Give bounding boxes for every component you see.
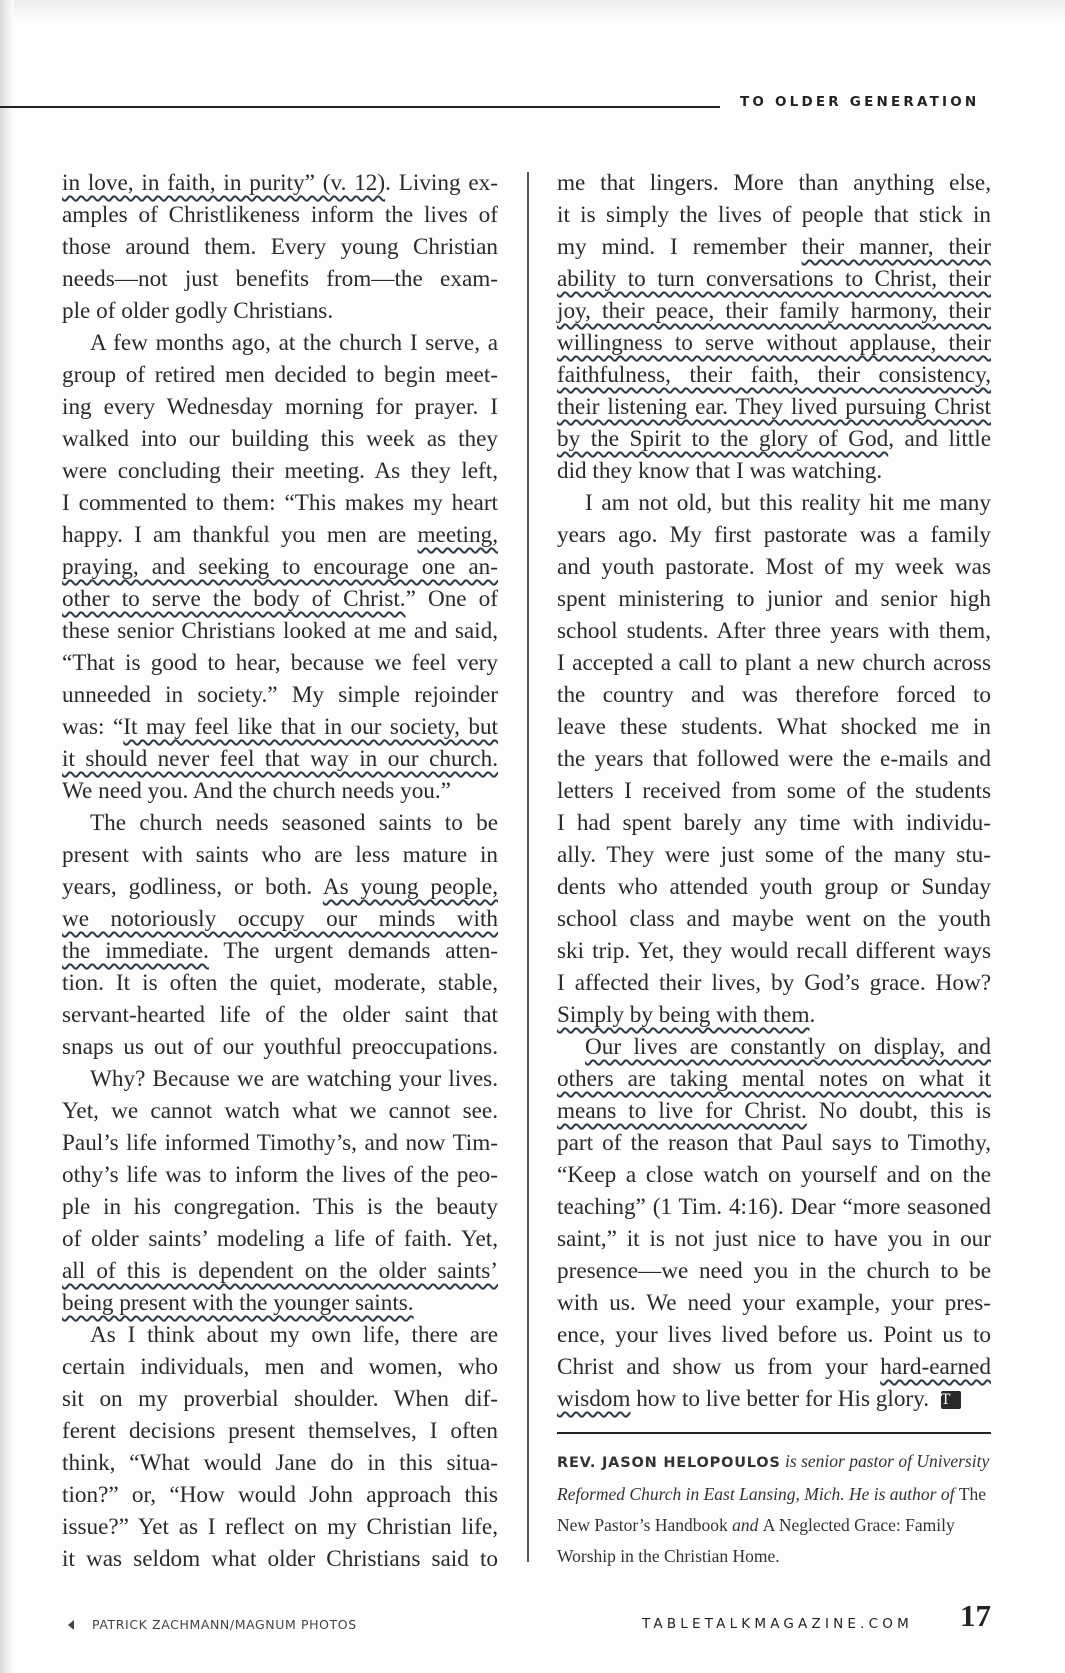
text-line: [557, 935, 991, 967]
text-line: [557, 679, 991, 711]
text-run: I had spent barely any time with individu-: [557, 810, 991, 836]
text-line: [557, 231, 991, 263]
text-run: with us. We need your example, your pres-: [557, 1290, 991, 1316]
text-line: [557, 551, 991, 583]
underlined-text: faithfulness, their faith, their consistency,: [557, 362, 991, 388]
text-run: The church needs seasoned saints to be: [90, 810, 498, 836]
text-line: [557, 423, 991, 455]
text-line: [557, 1159, 991, 1191]
text-run: ple of older godly Christians.: [62, 298, 334, 324]
underlined-text: Our lives are constantly on display, and: [585, 1034, 991, 1060]
text-line: [557, 583, 991, 615]
text-line: [62, 903, 498, 935]
text-line: [557, 455, 991, 487]
text-run: othy’s life was to inform the lives of the peo-: [62, 1162, 498, 1188]
text-line: [557, 327, 991, 359]
text-line: [62, 263, 498, 295]
text-line: [62, 711, 498, 743]
text-line: [557, 615, 991, 647]
text-run: . Living ex-: [385, 170, 498, 196]
text-run: did they know that I was watching.: [557, 458, 883, 484]
underlined-text: it should never feel that way in our church.: [62, 746, 498, 772]
text-line: [557, 807, 991, 839]
bio-and: and: [727, 1515, 763, 1535]
text-run: No doubt, this is: [806, 1098, 991, 1124]
underlined-text: other to serve the body of Christ.: [62, 586, 406, 612]
text-line: [557, 1095, 991, 1127]
text-line: [62, 967, 498, 999]
text-run: dents who attended youth group or Sunday: [557, 874, 991, 900]
article-column-right: [557, 167, 991, 1415]
underlined-text: means to live for Christ.: [557, 1098, 807, 1124]
text-line: [62, 551, 498, 583]
text-run: needs—not just benefits from—the exam-: [62, 266, 498, 292]
text-run: years ago. My first pastorate was a family: [557, 522, 991, 548]
text-run: saint,” it is not just nice to have you in our: [557, 1226, 991, 1252]
text-line: [62, 1415, 498, 1447]
text-run: “That is good to hear, because we feel very: [62, 650, 498, 676]
text-run: were concluding their meeting. As they left,: [62, 458, 498, 484]
text-run: the country and was therefore forced to: [557, 682, 991, 708]
text-line: [557, 743, 991, 775]
text-run: letters I received from some of the students: [557, 778, 991, 804]
text-run: Yet, we cannot watch what we cannot see.: [62, 1098, 498, 1124]
text-run: these senior Christians looked at me and said,: [62, 618, 498, 644]
text-run: the years that followed were the e-mails and: [557, 746, 991, 772]
text-line: [62, 935, 498, 967]
text-line: [62, 839, 498, 871]
text-line: [62, 1447, 498, 1479]
website-link[interactable]: TABLETALKMAGAZINE.COM: [642, 1616, 913, 1632]
text-line: [557, 1351, 991, 1383]
text-run: , and little: [888, 426, 991, 452]
text-run: was: “: [62, 714, 124, 740]
text-run: Paul’s life informed Timothy’s, and now Tim-: [62, 1130, 498, 1156]
text-run: teaching” (1 Tim. 4:16). Dear “more seasoned: [557, 1194, 991, 1220]
underlined-text: joy, their peace, their family harmony, their: [557, 298, 991, 324]
text-line: [62, 1191, 498, 1223]
text-line: [62, 1095, 498, 1127]
text-run: I commented to them: “This makes my heart: [62, 490, 498, 516]
text-run: it was seldom what older Christians said to: [62, 1546, 498, 1572]
text-run: presence—we need you in the church to be: [557, 1258, 991, 1284]
text-run: my mind. I remember: [557, 234, 802, 260]
header-rule: [0, 106, 720, 108]
underlined-text: praying, and seeking to encourage one an-: [62, 554, 498, 580]
text-line: [557, 839, 991, 871]
text-run: The urgent demands atten-: [208, 938, 499, 964]
underlined-text: It may feel like that in our society, but: [123, 714, 499, 740]
text-line: [557, 967, 991, 999]
text-line: [62, 1319, 498, 1351]
text-line: [557, 1287, 991, 1319]
underlined-text: in love, in faith, in purity” (v. 12): [62, 170, 386, 196]
text-line: [62, 647, 498, 679]
text-run: leave these students. What shocked me in: [557, 714, 991, 740]
text-run: ence, your lives lived before us. Point us to: [557, 1322, 991, 1348]
text-run: tion?” or, “How would John approach this: [62, 1482, 498, 1508]
text-run: unneeded in society.” My simple rejoinder: [62, 682, 498, 708]
text-run: issue?” Yet as I reflect on my Christian life,: [62, 1514, 498, 1540]
section-label: TO OLDER GENERATION: [740, 94, 980, 110]
author-name: REV. JASON HELOPOULOS: [557, 1455, 781, 1471]
text-run: ” One of: [405, 586, 498, 612]
bio-rule: [557, 1432, 991, 1434]
underlined-text: ability to turn conversations to Christ, their: [557, 266, 991, 292]
underlined-text: their listening ear. They lived pursuing Christ: [557, 394, 991, 420]
text-line: [557, 999, 991, 1031]
text-run: how to live better for His glory.: [630, 1386, 930, 1412]
text-line: [557, 487, 991, 519]
photo-credit: [68, 1617, 357, 1632]
underlined-text: meeting,: [417, 522, 498, 548]
text-line: [557, 1255, 991, 1287]
underlined-text: their manner, their: [801, 234, 991, 260]
text-run: present with saints who are less mature in: [62, 842, 498, 868]
scan-shadow-top: [0, 0, 1065, 22]
text-run: tion. It is often the quiet, moderate, stable,: [62, 970, 498, 996]
text-run: As I think about my own life, there are: [90, 1322, 498, 1348]
underlined-text: hard-earned: [880, 1354, 991, 1380]
text-line: [62, 1383, 498, 1415]
text-line: [557, 711, 991, 743]
book-title-2: A Neglected Grace: Family Worship in the Christian Home: [557, 1515, 955, 1566]
text-line: [557, 359, 991, 391]
text-run: I am not old, but this reality hit me many: [585, 490, 991, 516]
text-line: [62, 1351, 498, 1383]
text-line: [62, 1063, 498, 1095]
text-line: [62, 487, 498, 519]
text-line: [557, 199, 991, 231]
text-run: it is simply the lives of people that stick in: [557, 202, 991, 228]
text-line: [62, 615, 498, 647]
underlined-text: by the Spirit to the glory of God: [557, 426, 889, 452]
book-title-1: The New Pastor’s Handbook: [557, 1484, 987, 1535]
underlined-text: we notoriously occupy our minds with: [62, 906, 498, 932]
text-run: those around them. Every young Christian: [62, 234, 498, 260]
text-line: [62, 1479, 498, 1511]
text-run: amples of Christlikeness inform the lives of: [62, 202, 498, 228]
column-divider: [527, 172, 529, 1562]
text-run: ally. They were just some of the many stu-: [557, 842, 991, 868]
text-line: [557, 167, 991, 199]
text-line: [557, 1031, 991, 1063]
text-line: [62, 1287, 498, 1319]
text-run: servant-hearted life of the older saint that: [62, 1002, 498, 1028]
text-run: Why? Because we are watching your lives.: [90, 1066, 498, 1092]
text-run: ski trip. Yet, they would recall different ways: [557, 938, 991, 964]
text-run: spent ministering to junior and senior high: [557, 586, 991, 612]
text-run: sit on my proverbial shoulder. When dif-: [62, 1386, 498, 1412]
text-run: I accepted a call to plant a new church across: [557, 650, 991, 676]
text-line: [62, 295, 498, 327]
text-line: [557, 1127, 991, 1159]
text-run: happy. I am thankful you men are: [62, 522, 418, 548]
text-line: [62, 359, 498, 391]
text-run: group of retired men decided to begin meet-: [62, 362, 498, 388]
left-arrow-icon: [68, 1620, 74, 1630]
text-run: A few months ago, at the church I serve, a: [90, 330, 498, 356]
underlined-text: Simply by being with them: [557, 1002, 810, 1028]
text-run: walked into our building this week as they: [62, 426, 498, 452]
bio-end: .: [775, 1546, 780, 1566]
text-run: and youth pastorate. Most of my week was: [557, 554, 991, 580]
underlined-text: the immediate.: [62, 938, 209, 964]
text-line: [62, 679, 498, 711]
underlined-text: As young people,: [322, 874, 498, 900]
text-line: [557, 1223, 991, 1255]
text-line: [62, 167, 498, 199]
underlined-text: wisdom: [557, 1386, 631, 1412]
text-run: years, godliness, or both.: [62, 874, 323, 900]
end-mark-icon: T: [941, 1391, 961, 1409]
text-line: [62, 391, 498, 423]
text-line: [62, 519, 498, 551]
page-number: 17: [960, 1598, 991, 1633]
text-run: ferent decisions present themselves, I often: [62, 1418, 498, 1444]
text-line: [557, 295, 991, 327]
text-run: ing every Wednesday morning for prayer. I: [62, 394, 498, 420]
text-run: snaps us out of our youthful preoccupations.: [62, 1034, 498, 1060]
article-column-left: [62, 167, 498, 1575]
text-line: [62, 327, 498, 359]
text-line: [557, 391, 991, 423]
text-line: [62, 1543, 498, 1575]
text-line: [62, 1255, 498, 1287]
text-run: school students. After three years with them,: [557, 618, 991, 644]
text-run: “Keep a close watch on yourself and on the: [557, 1162, 991, 1188]
text-line: [62, 1511, 498, 1543]
text-run: Christ and show us from your: [557, 1354, 881, 1380]
text-line: [557, 1191, 991, 1223]
text-run: ple in his congregation. This is the beauty: [62, 1194, 498, 1220]
text-line: [62, 1031, 498, 1063]
text-line: [62, 455, 498, 487]
text-line: [557, 1319, 991, 1351]
text-line: [557, 263, 991, 295]
text-run: certain individuals, men and women, who: [62, 1354, 498, 1380]
text-line: [62, 807, 498, 839]
text-line: [557, 647, 991, 679]
text-line: [62, 1223, 498, 1255]
bio-text: is senior pastor of University Reformed Church in East Lansing, Mich. He is author of: [557, 1451, 990, 1504]
text-line: [62, 423, 498, 455]
text-line: [62, 1127, 498, 1159]
underlined-text: all of this is dependent on the older saints’: [62, 1258, 498, 1284]
photo-credit-text: PATRICK ZACHMANN/MAGNUM PHOTOS: [92, 1617, 357, 1632]
text-run: .: [809, 1002, 816, 1028]
text-run: of older saints’ modeling a life of faith. Yet,: [62, 1226, 498, 1252]
text-run: part of the reason that Paul says to Timothy,: [557, 1130, 991, 1156]
underlined-text: being present with the younger saints.: [62, 1290, 414, 1316]
text-run: We need you. And the church needs you.”: [62, 778, 451, 804]
text-line: [557, 775, 991, 807]
text-line: [62, 871, 498, 903]
text-line: [62, 583, 498, 615]
text-line: [557, 871, 991, 903]
author-bio: [557, 1446, 997, 1572]
text-line: [62, 743, 498, 775]
underlined-text: willingness to serve without applause, their: [557, 330, 991, 356]
text-line: [557, 903, 991, 935]
text-line: [62, 231, 498, 263]
text-line: [557, 519, 991, 551]
text-run: think, “What would Jane do in this situa-: [62, 1450, 498, 1476]
text-line: [62, 1159, 498, 1191]
underlined-text: others are taking mental notes on what it: [557, 1066, 991, 1092]
text-line: [62, 199, 498, 231]
scan-shadow-left: [0, 0, 14, 1673]
text-run: I affected their lives, by God’s grace. How?: [557, 970, 991, 996]
text-line: [62, 999, 498, 1031]
text-line: [62, 775, 498, 807]
text-line: [557, 1063, 991, 1095]
text-run: me that lingers. More than anything else,: [557, 170, 991, 196]
text-run: school class and maybe went on the youth: [557, 906, 991, 932]
text-line: [557, 1383, 991, 1415]
